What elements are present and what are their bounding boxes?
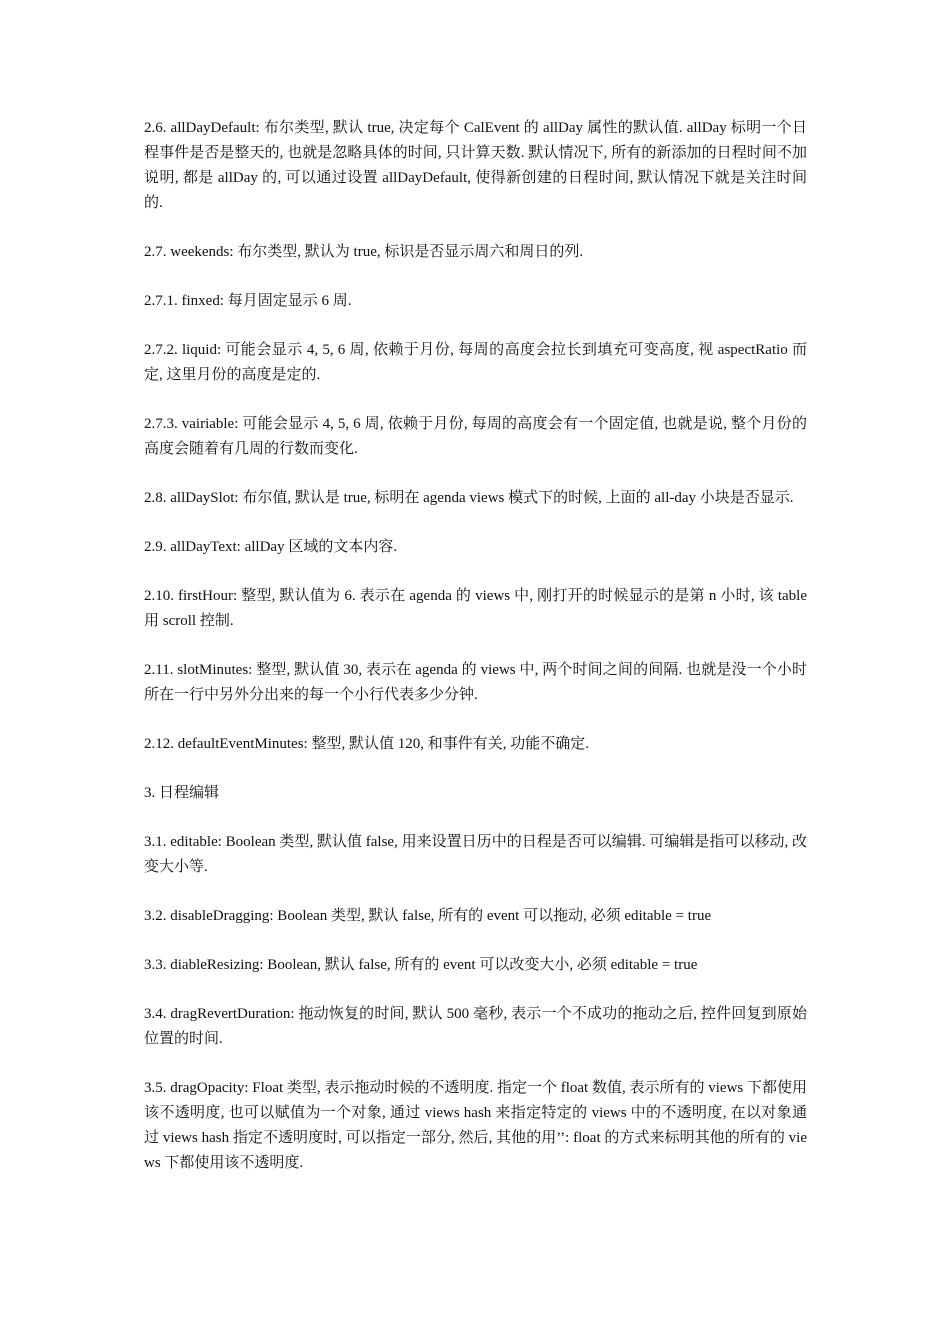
document-page	[144, 116, 807, 1200]
paragraph-slotminutes: 2.11. slotMinutes: 整型, 默认值 30, 表示在 agenda 的 views 中, 两个时间之间的间隔. 也就是没一个小时所在一行中另外分出来的每一个小行代表多少分钟.	[144, 662, 807, 703]
paragraph-disabledragging: 3.2. disableDragging: Boolean 类型, 默认 false, 所有的 event 可以拖动, 必须 editable = true	[144, 908, 712, 924]
section-heading-schedule-editing: 3. 日程编辑	[144, 785, 220, 801]
paragraph-vairiable: 2.7.3. vairiable: 可能会显示 4, 5, 6 周, 依赖于月份, 每周的高度会有一个固定值, 也就是说, 整个月份的高度会随着有几周的行数而变化.	[144, 416, 807, 457]
paragraph-weekends: 2.7. weekends: 布尔类型, 默认为 true, 标识是否显示周六和周日的列.	[144, 244, 584, 260]
paragraph-dragrevertduration: 3.4. dragRevertDuration: 拖动恢复的时间, 默认 500 毫秒, 表示一个不成功的拖动之后, 控件回复到原始位置的时间.	[144, 1006, 807, 1047]
paragraph-editable: 3.1. editable: Boolean 类型, 默认值 false, 用来设置日历中的日程是否可以编辑. 可编辑是指可以移动, 改变大小等.	[144, 834, 807, 875]
paragraph-dragopacity: 3.5. dragOpacity: Float 类型, 表示拖动时候的不透明度. 指定一个 float 数值, 表示所有的 views 下都使用该不透明度, 也可以赋值为一个对象, 通过 views hash 来指定特定的 views 中的不透明度, 在以对象通过 views hash 指定不透明度时, 可以指定一部分, 然后, 其他的用’’: float 的方式来标明其他的所有的 views 下都使用该不透明度.	[144, 1080, 807, 1171]
paragraph-liquid: 2.7.2. liquid: 可能会显示 4, 5, 6 周, 依赖于月份, 每周的高度会拉长到填充可变高度, 视 aspectRatio 而定, 这里月份的高度是定的.	[144, 342, 807, 383]
paragraph-finxed: 2.7.1. finxed: 每月固定显示 6 周.	[144, 293, 352, 309]
paragraph-alldayslot: 2.8. allDaySlot: 布尔值, 默认是 true, 标明在 agenda views 模式下的时候, 上面的 all-day 小块是否显示.	[144, 490, 794, 506]
paragraph-firsthour: 2.10. firstHour: 整型, 默认值为 6. 表示在 agenda 的 views 中, 刚打开的时候显示的是第 n 小时, 该 table 用 scroll 控制.	[144, 588, 807, 629]
paragraph-alldaydefault: 2.6. allDayDefault: 布尔类型, 默认 true, 决定每个 CalEvent 的 allDay 属性的默认值. allDay 标明一个日程事件是否是整天的, 也就是忽略具体的时间, 只计算天数. 默认情况下, 所有的新添加的日程时间不加说明, 都是 allDay 的, 可以通过设置 allDayDefault, 使得新创建的日程时间, 默认情况下就是关注时间的.	[144, 120, 807, 211]
paragraph-diableresizing: 3.3. diableResizing: Boolean, 默认 false, 所有的 event 可以改变大小, 必须 editable = true	[144, 957, 698, 973]
paragraph-alldaytext: 2.9. allDayText: allDay 区域的文本内容.	[144, 539, 398, 555]
paragraph-defaulteventminutes: 2.12. defaultEventMinutes: 整型, 默认值 120, 和事件有关, 功能不确定.	[144, 736, 589, 752]
